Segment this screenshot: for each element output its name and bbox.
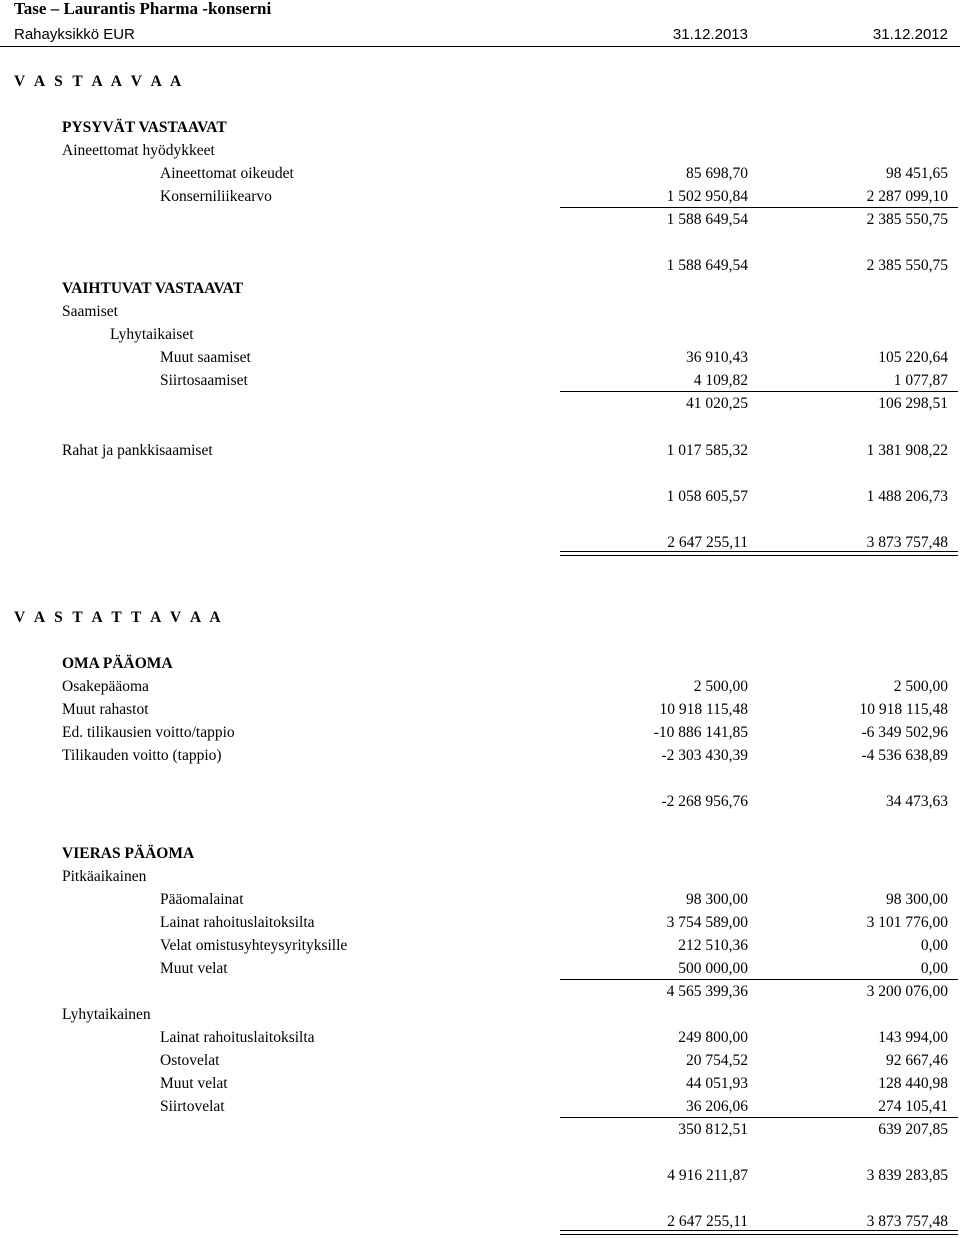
total-2013: -2 268 956,76 (661, 793, 748, 810)
debt-heading: VIERAS PÄÄOMA (62, 845, 195, 862)
value-2013: 500 000,00 (678, 960, 748, 977)
value-2013: 1 502 950,84 (666, 188, 748, 205)
value-2013: 10 918 115,48 (659, 701, 748, 718)
subtotal-2012: 2 385 550,75 (866, 211, 948, 228)
row-label: Siirtovelat (160, 1098, 225, 1115)
subtotal-rule (560, 1117, 958, 1118)
row-label: Muut velat (160, 960, 228, 977)
fixed-assets-heading: PYSYVÄT VASTAAVAT (62, 119, 227, 136)
assets-grand-total-2013: 2 647 255,11 (667, 534, 748, 551)
row-label: Ed. tilikausien voitto/tappio (62, 724, 235, 741)
value-2012: 0,00 (920, 960, 948, 977)
row-label: Rahat ja pankkisaamiset (62, 442, 213, 459)
value-2012: -6 349 502,96 (861, 724, 948, 741)
value-2012: 10 918 115,48 (859, 701, 948, 718)
subtotal-2013: 350 812,51 (678, 1121, 748, 1138)
row-label: Muut saamiset (160, 349, 251, 366)
subtotal-rule (560, 207, 958, 208)
value-2012: 0,00 (920, 937, 948, 954)
equity-heading: OMA PÄÄOMA (62, 655, 173, 672)
row-label: Pääomalainat (160, 891, 244, 908)
row-label: Ostovelat (160, 1052, 220, 1069)
value-2012: 128 440,98 (878, 1075, 948, 1092)
report-title: Tase – Laurantis Pharma -konserni (14, 0, 272, 18)
assets-grand-total-2012: 3 873 757,48 (866, 534, 948, 551)
value-2012: 98 300,00 (886, 891, 948, 908)
intangible-assets-label: Aineettomat hyödykkeet (62, 142, 215, 159)
row-label: Muut rahastot (62, 701, 149, 718)
subtotal-2013: 41 020,25 (686, 395, 748, 412)
row-label: Muut velat (160, 1075, 228, 1092)
subtotal-2012: 106 298,51 (878, 395, 948, 412)
row-label: Lainat rahoituslaitoksilta (160, 914, 315, 931)
value-2013: 44 051,93 (686, 1075, 748, 1092)
value-2013: 98 300,00 (686, 891, 748, 908)
long-term-label: Pitkäaikainen (62, 868, 147, 885)
value-2012: 2 500,00 (893, 678, 948, 695)
value-2013: 20 754,52 (686, 1052, 748, 1069)
total-2013: 1 588 649,54 (666, 257, 748, 274)
value-2013: 36 910,43 (686, 349, 748, 366)
subtotal-rule (560, 391, 958, 392)
value-2013: 212 510,36 (678, 937, 748, 954)
value-2013: 36 206,06 (686, 1098, 748, 1115)
value-2013: 3 754 589,00 (666, 914, 748, 931)
value-2013: 85 698,70 (686, 165, 748, 182)
value-2013: 1 017 585,32 (666, 442, 748, 459)
value-2013: -2 303 430,39 (661, 747, 748, 764)
value-2012: 143 994,00 (878, 1029, 948, 1046)
subtotal-2013: 4 565 399,36 (666, 983, 748, 1000)
column-header-2012: 31.12.2012 (872, 26, 948, 43)
short-term-label: Lyhytaikaiset (110, 326, 194, 343)
row-label: Tilikauden voitto (tappio) (62, 747, 222, 764)
value-2012: 105 220,64 (878, 349, 948, 366)
total-2012: 3 839 283,85 (866, 1167, 948, 1184)
column-header-2013: 31.12.2013 (672, 26, 748, 43)
row-label: Lainat rahoituslaitoksilta (160, 1029, 315, 1046)
liabilities-grand-total-2012: 3 873 757,48 (866, 1213, 948, 1230)
total-2012: 1 488 206,73 (866, 488, 948, 505)
current-assets-heading: VAIHTUVAT VASTAAVAT (62, 280, 244, 297)
grand-total-double-rule (560, 1230, 958, 1235)
assets-heading: V A S T A A V A A (14, 73, 185, 90)
subtotal-2012: 639 207,85 (878, 1121, 948, 1138)
value-2013: 249 800,00 (678, 1029, 748, 1046)
row-label: Siirtosaamiset (160, 372, 248, 389)
value-2012: 98 451,65 (886, 165, 948, 182)
total-2012: 2 385 550,75 (866, 257, 948, 274)
subtotal-2013: 1 588 649,54 (666, 211, 748, 228)
value-2012: 274 105,41 (878, 1098, 948, 1115)
liabilities-grand-total-2013: 2 647 255,11 (667, 1213, 748, 1230)
value-2013: 2 500,00 (693, 678, 748, 695)
value-2012: 1 381 908,22 (866, 442, 948, 459)
value-2013: 4 109,82 (693, 372, 748, 389)
short-term-debt-label: Lyhytaikainen (62, 1006, 151, 1023)
currency-unit: Rahayksikkö EUR (14, 26, 135, 43)
receivables-label: Saamiset (62, 303, 118, 320)
header-rule (0, 46, 960, 47)
value-2012: -4 536 638,89 (861, 747, 948, 764)
row-label: Osakepääoma (62, 678, 149, 695)
total-2013: 1 058 605,57 (666, 488, 748, 505)
row-label: Konserniliikearvo (160, 188, 272, 205)
total-2013: 4 916 211,87 (667, 1167, 748, 1184)
subtotal-2012: 3 200 076,00 (866, 983, 948, 1000)
value-2013: -10 886 141,85 (653, 724, 748, 741)
total-2012: 34 473,63 (886, 793, 948, 810)
value-2012: 2 287 099,10 (866, 188, 948, 205)
value-2012: 1 077,87 (893, 372, 948, 389)
value-2012: 3 101 776,00 (866, 914, 948, 931)
value-2012: 92 667,46 (886, 1052, 948, 1069)
grand-total-double-rule (560, 551, 958, 556)
liabilities-heading: V A S T A T T A V A A (14, 609, 224, 626)
subtotal-rule (560, 979, 958, 980)
row-label: Aineettomat oikeudet (160, 165, 294, 182)
row-label: Velat omistusyhteysyrityksille (160, 937, 348, 954)
